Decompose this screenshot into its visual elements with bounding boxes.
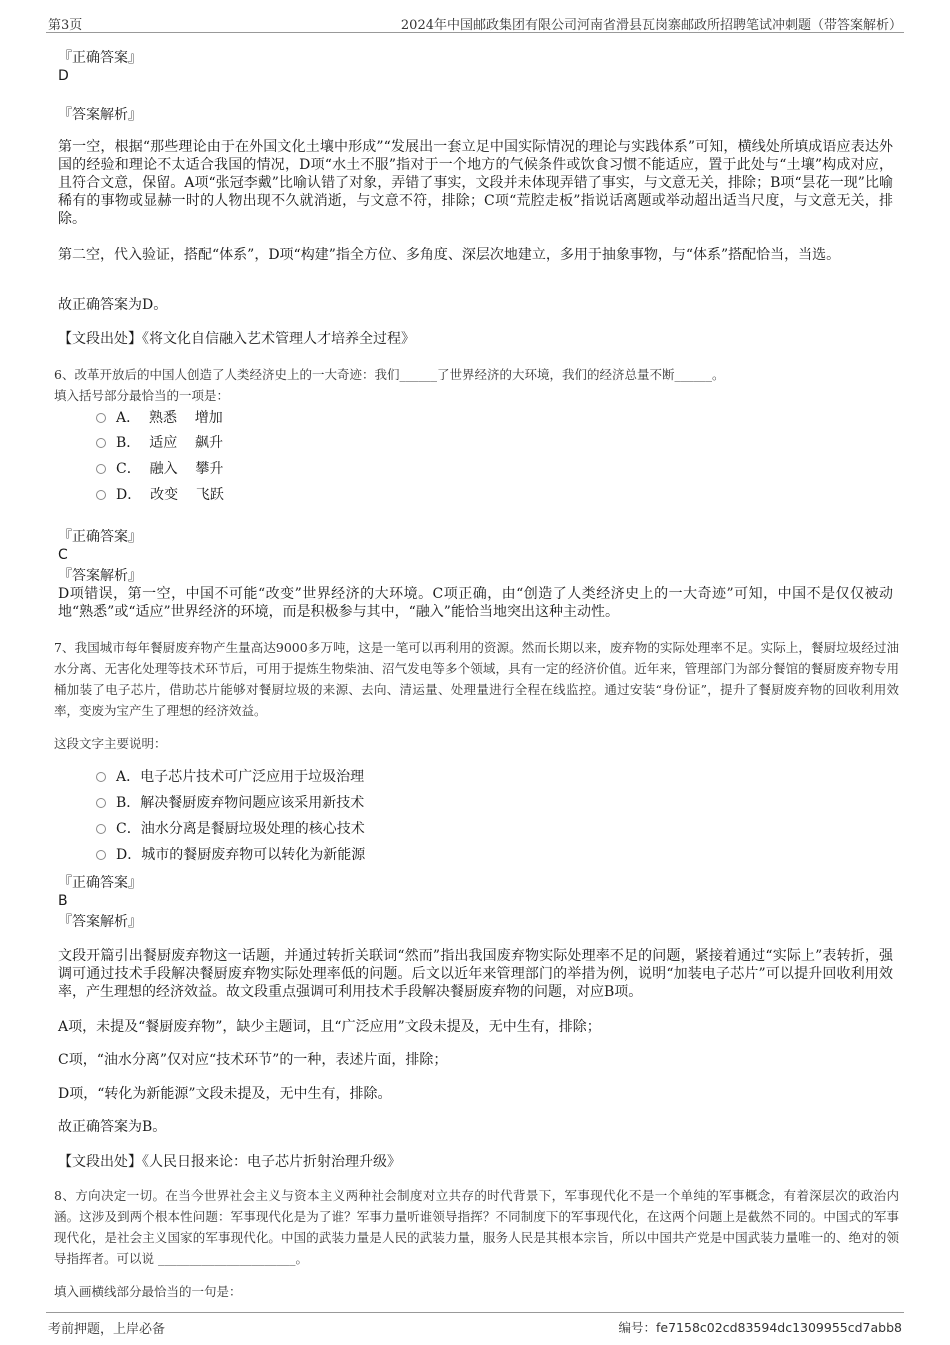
question-stem: 6、改革开放后的中国人创造了人类经济史上的一大奇迹：我们______了世界经济的大环境，我们的经济总量不断______。 — [54, 367, 725, 382]
question-prompt: 这段文字主要说明： — [54, 736, 167, 751]
analysis-paragraph: A项，未提及“餐厨废弃物”，缺少主题词，且“广泛应用”文段未提及，无中生有，排除； — [58, 1019, 601, 1035]
option-c[interactable] — [96, 460, 223, 478]
option-label: D． 改变 飞跃 — [116, 487, 224, 503]
correct-answer: B — [58, 893, 68, 909]
option-c[interactable] — [96, 820, 365, 838]
analysis-paragraph: 第二空，代入验证，搭配“体系”，D项“构建”指全方位、多角度、深层次地建立，多用于抽象事物，与“体系”搭配恰当，当选。 — [58, 247, 841, 263]
analysis-label: 『答案解析』 — [58, 568, 142, 584]
document-code — [619, 1318, 903, 1336]
page-footer — [46, 1312, 904, 1335]
analysis-paragraph: 文段开篇引出餐厨废弃物这一话题，并通过转折关联词“然而”指出我国废弃物实际处理率不足的问题，紧接着通过“实际上”表转折，强调可通过技术手段解决餐厨废弃物实际处理率低的问题。后文以近年来管理部门的举措为例，说明“加装电子芯片”可以提升回收利用效率，产生理想的经济效益。故文段重点强调可利用技术手段解决餐厨废弃物的问题，对应B项。 — [58, 948, 893, 1000]
page-number: 第3页 — [48, 18, 83, 33]
analysis-conclusion: 故正确答案为B。 — [58, 1119, 167, 1135]
analysis-paragraph: 第一空，根据“那些理论由于在外国文化土壤中形成”“发展出一套立足中国实际情况的理论与实践体系”可知，横线处所填成语应表达外国的经验和理论不太适合我国的情况，D项“水土不服”指对于一个地方的气候条件或饮食习惯不能适应，置于此处与“土壤”构成对应，且符合文意，保留。A项“张冠李戴”比喻认错了对象，弄错了事实，文段并未体现弄错了事实，与文意无关，排除；B项“昙花一现”比喻稀有的事物或显赫一时的人物出现不久就消逝，与文意不符，排除；C项“荒腔走板”指说话离题或举动超出适当尺度，与文意无关，排除。 — [58, 139, 893, 227]
option-label: A．电子芯片技术可广泛应用于垃圾治理 — [116, 769, 365, 785]
option-label: D．城市的餐厨废弃物可以转化为新能源 — [116, 847, 366, 863]
option-b[interactable] — [96, 434, 223, 452]
option-label: B．解决餐厨废弃物问题应该采用新技术 — [116, 795, 365, 811]
radio-button[interactable] — [96, 490, 106, 500]
analysis-paragraph: C项，“油水分离”仅对应“技术环节”的一种，表述片面，排除； — [58, 1052, 448, 1068]
document-title: 2024年中国邮政集团有限公司河南省滑县瓦岗寨邮政所招聘笔试冲刺题（带答案解析） — [400, 18, 902, 33]
option-a[interactable] — [96, 409, 223, 427]
answer-label: 『正确答案』 — [58, 875, 142, 891]
option-label: C． 融入 攀升 — [116, 461, 224, 477]
correct-answer: D — [58, 68, 69, 84]
radio-button[interactable] — [96, 438, 106, 448]
code-label: 编号： — [618, 1320, 657, 1335]
analysis-conclusion: 故正确答案为D。 — [58, 297, 168, 313]
answer-label: 『正确答案』 — [58, 50, 142, 66]
option-label: C．油水分离是餐厨垃圾处理的核心技术 — [116, 821, 365, 837]
footer-slogan: 考前押题，上岸必备 — [48, 1322, 166, 1337]
option-label: A． 熟悉 增加 — [116, 410, 223, 426]
correct-answer: C — [58, 547, 68, 563]
option-d[interactable] — [96, 846, 365, 864]
option-label: B． 适应 飙升 — [116, 435, 223, 451]
source-citation: 【文段出处】《将文化自信融入艺术管理人才培养全过程》 — [58, 331, 415, 347]
page-header — [46, 12, 904, 33]
analysis-paragraph: D项，“转化为新能源”文段未提及，无中生有，排除。 — [58, 1086, 392, 1102]
radio-button[interactable] — [96, 413, 106, 423]
radio-button[interactable] — [96, 464, 106, 474]
option-b[interactable] — [96, 794, 364, 812]
analysis-label: 『答案解析』 — [58, 914, 142, 930]
analysis-label: 『答案解析』 — [58, 107, 142, 123]
question-stem: 7、我国城市每年餐厨废弃物产生量高达9000多万吨，这是一笔可以再利用的资源。然而长期以来，废弃物的实际处理率不足。实际上，餐厨垃圾经过油水分离、无害化处理等技术环节后，可用于提炼生物柴油、沼气发电等多个领域，具有一定的经济价值。近年来，管理部门为部分餐馆的餐厨废弃物专用桶加装了电子芯片，借助芯片能够对餐厨垃圾的来源、去向、清运量、处理量进行全程在线监控。通过安装“身份证”，提升了餐厨废弃物的回收利用效率，变废为宝产生了理想的经济效益。 — [54, 640, 899, 718]
option-a[interactable] — [96, 768, 364, 786]
option-d[interactable] — [96, 486, 224, 504]
radio-button[interactable] — [96, 772, 106, 782]
radio-button[interactable] — [96, 798, 106, 808]
analysis-paragraph: D项错误，第一空，中国不可能“改变”世界经济的大环境。C项正确，由“创造了人类经济史上的一大奇迹”可知，中国不是仅仅被动地“熟悉”或“适应”世界经济的环境，而是积极参与其中，“融入”能恰当地突出这种主动性。 — [58, 586, 893, 620]
question-prompt: 填入括号部分最恰当的一项是： — [54, 388, 230, 403]
radio-button[interactable] — [96, 824, 106, 834]
question-prompt: 填入画横线部分最恰当的一句是： — [54, 1284, 242, 1299]
answer-label: 『正确答案』 — [58, 529, 142, 545]
question-stem: 8、方向决定一切。在当今世界社会主义与资本主义两种社会制度对立共存的时代背景下，军事现代化不是一个单纯的军事概念，有着深层次的政治内涵。这涉及到两个根本性问题：军事现代化是为了谁？军事力量听谁领导指挥？不同制度下的军事现代化，在这两个问题上是截然不同的。中国式的军事现代化，是社会主义国家的军事现代化。中国的武装力量是人民的武装力量，服务人民是其根本宗旨，所以中国共产党是中国武装力量唯一的、绝对的领导指挥者。可以说 ______________________。 — [54, 1188, 899, 1266]
radio-button[interactable] — [96, 850, 106, 860]
source-citation: 【文段出处】《人民日报来论：电子芯片折射治理升级》 — [58, 1154, 401, 1170]
code-value: fe7158c02cd83594dc1309955cd7abb8 — [656, 1320, 902, 1335]
